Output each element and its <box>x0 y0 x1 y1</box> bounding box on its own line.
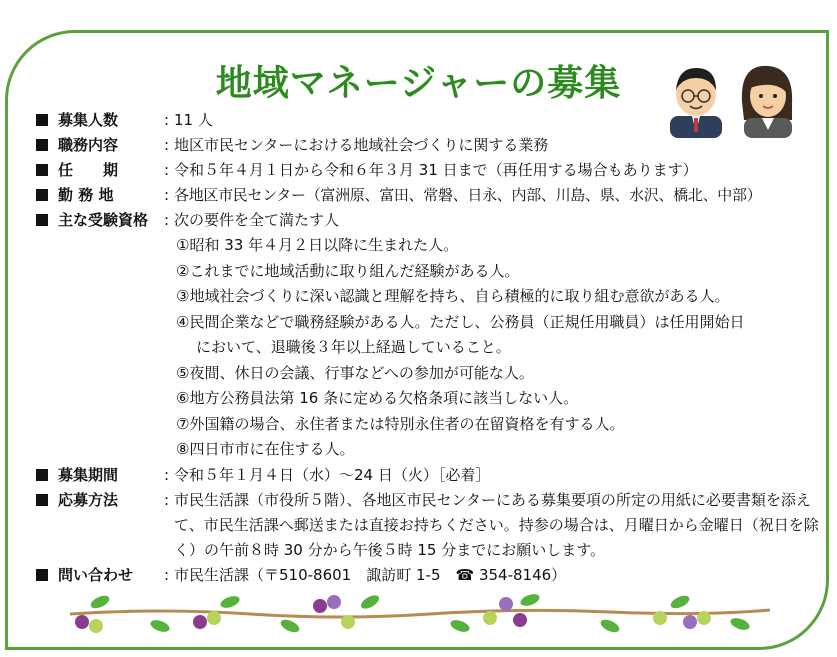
bullet-icon <box>36 569 48 581</box>
requirement-item: ②これまでに地域活動に取り組んだ経験がある人。 <box>176 261 520 280</box>
info-list <box>36 108 826 588</box>
requirement-item: ⑧四日市市に在住する人。 <box>176 440 355 458</box>
row-value: 地区市民センターにおける地域社会づくりに関する業務 <box>174 136 549 154</box>
row-period: 募集期間 : 令和５年１月４日（水）～24 日（火）［必着］ <box>36 463 826 488</box>
row-value: 各地区市民センター（富洲原、富田、常磐、日永、内部、川島、県、水沢、橋北、中部） <box>174 186 762 204</box>
row-contact: 問い合わせ : 市民生活課（〒510-8601 諏訪町 1-5 ☎ 354-8146） <box>36 563 826 588</box>
bullet-icon <box>36 114 48 126</box>
row-value: 令和５年４月１日から令和６年３月 31 日まで（再任用する場合もあります） <box>174 161 698 179</box>
row-label: 勤 務 地 <box>58 186 114 204</box>
row-value: 市民生活課（〒510-8601 諏訪町 1-5 ☎ 354-8146） <box>174 565 567 584</box>
bullet-icon <box>36 189 48 201</box>
row-recruit-count: 募集人数 : 11 人 <box>36 108 826 133</box>
row-label: 任 期 <box>58 161 119 179</box>
page-title: 地域マネージャーの募集 <box>215 63 622 104</box>
row-label: 応募方法 <box>58 490 119 509</box>
row-value: 市民生活課（市役所５階）、各地区市民センターにある募集要項の所定の用紙に必要書類を添えて、市民生活課へ郵送または直接お持ちください。持参の場合は、月曜日から金曜日（祝日を除く）の午前８時 30 分から午後５時 15 分までにお願いします。 <box>174 490 819 559</box>
row-label: 募集期間 <box>58 465 119 484</box>
row-application: 応募方法 : 市民生活課（市役所５階）、各地区市民センターにある募集要項の所定の用紙に必要書類を添えて、市民生活課へ郵送または直接お持ちください。持参の場合は、月曜日から金曜日（祝日を除く）の午前８時 30 分から午後５時 15 分までにお願いします。 <box>36 488 826 563</box>
vine-decoration <box>70 592 770 642</box>
row-term: 任 期 : 令和５年４月１日から令和６年３月 31 日まで（再任用する場合もあります） <box>36 158 826 183</box>
row-value: 令和５年１月４日（水）～24 日（火）［必着］ <box>174 465 491 484</box>
requirement-item: ④民間企業などで職務経験がある人。ただし、公務員（正規任用職員）は任用開始日 <box>176 312 745 331</box>
bullet-icon <box>36 214 48 226</box>
row-qualifications: 主な受験資格 : 次の要件を全て満たす人 <box>36 208 826 233</box>
requirement-item: ①昭和 33 年４月２日以降に生まれた人。 <box>176 236 459 254</box>
bullet-icon <box>36 469 48 481</box>
requirements-list <box>36 233 826 463</box>
row-duties: 職務内容 : 地区市民センターにおける地域社会づくりに関する業務 <box>36 133 826 158</box>
requirement-item: ⑤夜間、休日の会議、行事などへの参加が可能な人。 <box>176 363 534 382</box>
bullet-icon <box>36 164 48 176</box>
row-label: 募集人数 <box>58 111 119 129</box>
row-value: 11 人 <box>174 111 213 129</box>
requirement-item: ⑦外国籍の場合、永住者または特別永住者の在留資格を有する人。 <box>176 414 625 433</box>
row-value: 次の要件を全て満たす人 <box>174 211 340 229</box>
row-label: 職務内容 <box>58 136 119 154</box>
requirement-item: ⑥地方公務員法第 16 条に定める欠格条項に該当しない人。 <box>176 389 579 407</box>
row-label: 問い合わせ <box>58 565 134 584</box>
bullet-icon <box>36 494 48 506</box>
bullet-icon <box>36 139 48 151</box>
row-workplace: 勤 務 地 : 各地区市民センター（富洲原、富田、常磐、日永、内部、川島、県、水沢、橋北、中部） <box>36 183 826 208</box>
requirement-item-continued: において、退職後３年以上経過していること。 <box>196 338 511 356</box>
requirement-item: ③地域社会づくりに深い認識と理解を持ち、自ら積極的に取り組む意欲がある人。 <box>176 287 730 305</box>
row-label: 主な受験資格 <box>58 211 149 229</box>
